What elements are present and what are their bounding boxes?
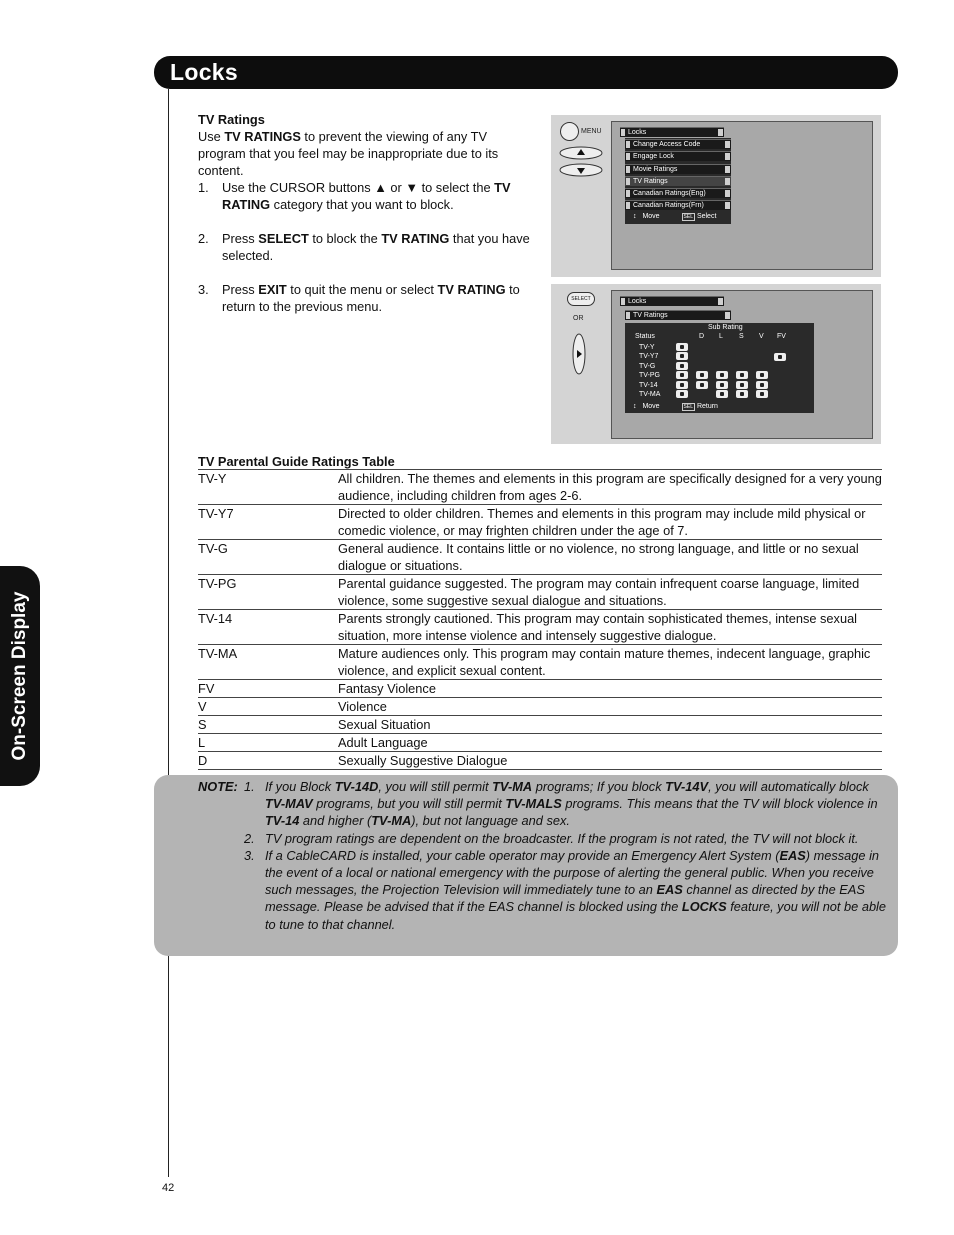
col-s: S [739,333,744,340]
note-label: NOTE: [198,779,238,794]
lock-icon[interactable] [676,362,688,370]
margin-rule [168,89,169,1177]
instructions-intro: Use TV RATINGS to prevent the viewing of any TV program that you feel may be inappropriate due to its content. [198,129,499,178]
lock-icon[interactable] [756,371,768,379]
table-row: TV-14 Parents strongly cautioned. This program may contain sophisticated themes, intense sexual situation, more intense violence and intensely suggestive dialogue. [198,610,882,645]
rating-row-tv-ma: TV-MA [639,390,776,398]
lock-icon[interactable] [696,381,708,389]
menu-item-tv-ratings[interactable]: TV Ratings [625,176,731,186]
or-label: OR [573,315,584,322]
lock-icon[interactable] [736,390,748,398]
menu-list [625,138,731,224]
status-label: Status [635,333,655,340]
table-row: TV-G General audience. It contains little or no violence, no strong language, and little or no sexual dialogue or situations. [198,540,882,575]
menu-item-change-access-code[interactable]: Change Access Code [625,139,731,149]
instructions-heading: TV Ratings [198,112,265,127]
cursor-up-icon [559,146,603,160]
cursor-right-icon [572,333,586,375]
lock-icon[interactable] [676,343,688,351]
section-tab-label: On-Screen Display [9,591,30,761]
lock-icon[interactable] [736,371,748,379]
table-row: S Sexual Situation [198,716,882,734]
lock-icon[interactable] [696,371,708,379]
submenu-title-bar: TV Ratings [625,310,731,320]
lock-icon[interactable] [716,390,728,398]
col-l: L [719,333,723,340]
locks-menu-illustration [551,115,881,277]
menu-button-label: MENU [581,128,602,135]
col-v: V [759,333,764,340]
menu-title-bar: Locks [620,296,724,306]
cursor-down-icon [559,163,603,177]
table-row: TV-Y7 Directed to older children. Themes and elements in this program may include mild physical or comedic violence, or may frighten children under the age of 7. [198,505,882,540]
lock-icon[interactable] [716,371,728,379]
sel-key-icon: SEL [683,404,693,410]
ratings-table-heading: TV Parental Guide Ratings Table [198,453,882,470]
page-number: 42 [162,1182,175,1194]
select-button-icon: SELECT [567,292,595,306]
table-row: V Violence [198,698,882,716]
col-fv: FV [777,333,786,340]
menu-footer: ↕ Move SEL Select [633,213,717,220]
ratings-grid [625,323,814,413]
table-row: TV-PG Parental guidance suggested. The program may contain infrequent coarse language, limited violence, some suggestive sexual dialogue and situations. [198,575,882,610]
rating-row-tv-pg: TV-PG [639,371,776,379]
note-item-3: 3. If a CableCARD is installed, your cable operator may provide an Emergency Alert System (EAS) message in the event of a local or national emergency with the purpose of alerting the general public. When you receive such messages, the Projection Television will immediately tune to an EAS channel as directed by the EAS message. Please be advised that if the EAS channel is blocked using the LOCKS feature, you will not be able to tune to that channel. [244,847,887,932]
menu-title-bar: Locks [620,127,724,137]
ratings-table [198,453,882,770]
rating-row-tv-y7: TV-Y7 [639,352,814,360]
tv-screen [611,121,873,270]
table-row: D Sexually Suggestive Dialogue [198,752,882,770]
table-row: FV Fantasy Violence [198,680,882,698]
updown-icon: ↕ [633,403,637,410]
rating-row-tv-14: TV-14 [639,381,776,389]
table-row: TV-Y All children. The themes and elements in this program are specifically designed for a very young audience, including children from ages 2-6. [198,471,882,503]
step-1: 1. Use the CURSOR buttons ▲ or ▼ to select the TV RATING category that you want to block. [198,180,511,212]
lock-icon[interactable] [676,352,688,360]
menu-item-movie-ratings[interactable]: Movie Ratings [625,164,731,174]
instructions [198,111,538,315]
menu-item-engage-lock[interactable]: Engage Lock [625,151,731,161]
step-2: 2. Press SELECT to block the TV RATING that you have selected. [198,231,530,263]
col-d: D [699,333,705,340]
ratings-footer: ↕ Move SEL Return [633,403,718,410]
lock-icon[interactable] [676,371,688,379]
note-item-2: 2. TV program ratings are dependent on the broadcaster. If the program is not rated, the TV will not block it. [244,830,859,846]
menu-item-canadian-ratings-eng[interactable]: Canadian Ratings(Eng) [625,188,731,198]
tv-ratings-illustration [551,284,881,444]
lock-icon[interactable] [774,353,786,361]
lock-icon[interactable] [736,381,748,389]
sub-rating-label: Sub Rating [708,324,743,331]
lock-icon[interactable] [756,390,768,398]
menu-item-canadian-ratings-frn[interactable]: Canadian Ratings(Frn) [625,200,731,210]
step-3: 3. Press EXIT to quit the menu or select TV RATING to return to the previous menu. [198,282,520,314]
section-tab [0,566,40,786]
lock-icon[interactable] [756,381,768,389]
rating-row-tv-g: TV-G [639,362,696,370]
lock-icon[interactable] [716,381,728,389]
note-item-1: 1. If you Block TV-14D, you will still permit TV-MA programs; If you block TV-14V, you will automatically block TV-MAV programs, but you will still permit TV-MALS programs. This means that the TV will block violence in TV-14 and higher (TV-MA), but not language and sex. [244,779,878,829]
page-title: Locks [154,56,898,89]
lock-icon[interactable] [676,390,688,398]
lock-icon[interactable] [676,381,688,389]
sel-key-icon: SEL [683,214,693,220]
note [198,778,888,933]
rating-row-tv-y: TV-Y [639,343,696,351]
updown-icon: ↕ [633,213,637,220]
table-row: L Adult Language [198,734,882,752]
table-row: TV-MA Mature audiences only. This program may contain mature themes, indecent language, graphic violence, and explicit sexual content. [198,645,882,680]
tv-screen-ratings [611,290,873,439]
menu-button-icon [560,122,579,141]
